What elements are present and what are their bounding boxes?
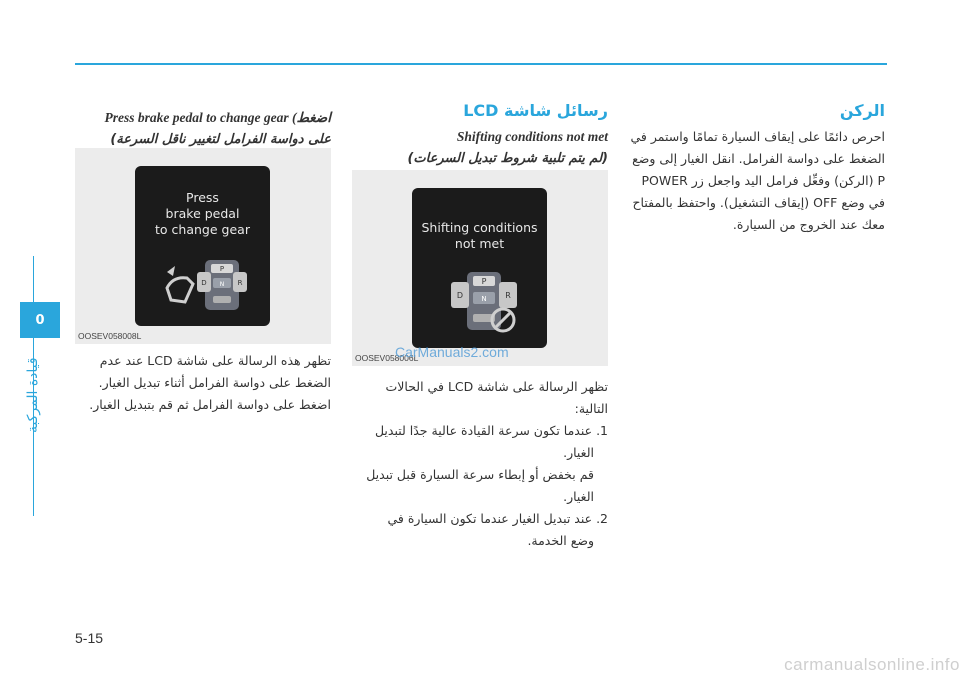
header-rule — [75, 63, 887, 65]
brake-section — [75, 107, 331, 151]
footer-watermark: carmanualsonline.info — [784, 655, 960, 674]
brake-screen-line3: to change gear — [155, 222, 250, 237]
shifting-display — [412, 188, 547, 348]
shifting-subtitle-ar: (لم يتم تلبية شروط تبديل السرعات) — [407, 151, 608, 166]
brake-gear-n-label: N — [219, 281, 225, 288]
shifting-fig-code: OOSEV058006L — [355, 353, 419, 363]
shifting-item2b: وضع الخدمة. — [527, 533, 594, 548]
lcd-messages-section — [352, 100, 608, 170]
shifting-item1a: 1. عندما تكون سرعة القيادة عالية جدًا لتبديل — [374, 423, 608, 438]
parking-body: احرص دائمًا على إيقاف السيارة تمامًا واستمر في الضغط على دواسة الفرامل. انقل الغيار إلى وضع P (الركن) وفعِّل فرامل اليد واجعل زر POWER في وضع OFF (إيقاف التشغيل). واحتفظ بالمفتاح معك عند الخروج من السيارة. — [630, 129, 885, 232]
brake-gear-r-label: R — [237, 279, 243, 287]
brake-body1: تظهر هذه الرسالة على شاشة LCD عند عدم — [99, 353, 331, 368]
shifting-figure — [352, 170, 608, 366]
brake-screen-line1: Press — [186, 190, 219, 205]
shifting-item1b: الغيار. — [563, 445, 594, 460]
shifting-item1c: قم بخفض أو إبطاء سرعة السيارة قبل تبديل — [366, 467, 594, 482]
brake-subtitle-en: Press brake pedal to change gear (اضغط — [104, 110, 331, 125]
shifting-screen-line1: Shifting conditions — [421, 220, 538, 235]
chapter-number: 0 — [35, 312, 45, 328]
site-watermark: CarManuals2.com — [395, 344, 509, 360]
gear-d-label: D — [456, 291, 464, 300]
gear-selector-icon — [447, 268, 527, 338]
page-number: 5-15 — [75, 630, 104, 646]
brake-display — [135, 166, 270, 326]
brake-pedal-icon — [163, 254, 253, 314]
shifting-intro: تظهر الرسالة على شاشة LCD في الحالات التالية: — [385, 379, 608, 416]
parking-title: الركن — [839, 101, 885, 120]
brake-body3: اضغط على دواسة الفرامل ثم قم بتبديل الغيار. — [89, 397, 331, 412]
brake-subtitle-ar: على دواسة الفرامل لتغيير ناقل السرعة) — [110, 132, 331, 147]
brake-gear-d-label: D — [201, 279, 207, 287]
parking-section — [630, 100, 885, 236]
brake-gear-p-label: P — [219, 265, 225, 273]
shifting-item2a: 2. عند تبديل الغيار عندما تكون السيارة في — [387, 511, 608, 526]
brake-body2: الضغط على دواسة الفرامل أثناء تبديل الغيار. — [98, 375, 331, 390]
shifting-screen-line2: not met — [454, 236, 505, 251]
brake-fig-code: OOSEV058008L — [78, 331, 142, 341]
shifting-subtitle-en: Shifting conditions not met — [456, 129, 608, 144]
brake-body — [75, 350, 331, 416]
lcd-messages-title: رسائل شاشة LCD — [463, 101, 608, 120]
gear-r-label: R — [505, 291, 511, 300]
gear-n-label: N — [481, 295, 487, 303]
chapter-label: قيادة المركبة — [25, 357, 41, 433]
gear-p-label: P — [481, 277, 487, 286]
shifting-item1d: الغيار. — [563, 489, 594, 504]
chapter-tab[interactable] — [20, 302, 60, 338]
shifting-body — [352, 376, 608, 552]
brake-figure — [75, 148, 331, 344]
brake-screen-line2: brake pedal — [165, 206, 240, 221]
